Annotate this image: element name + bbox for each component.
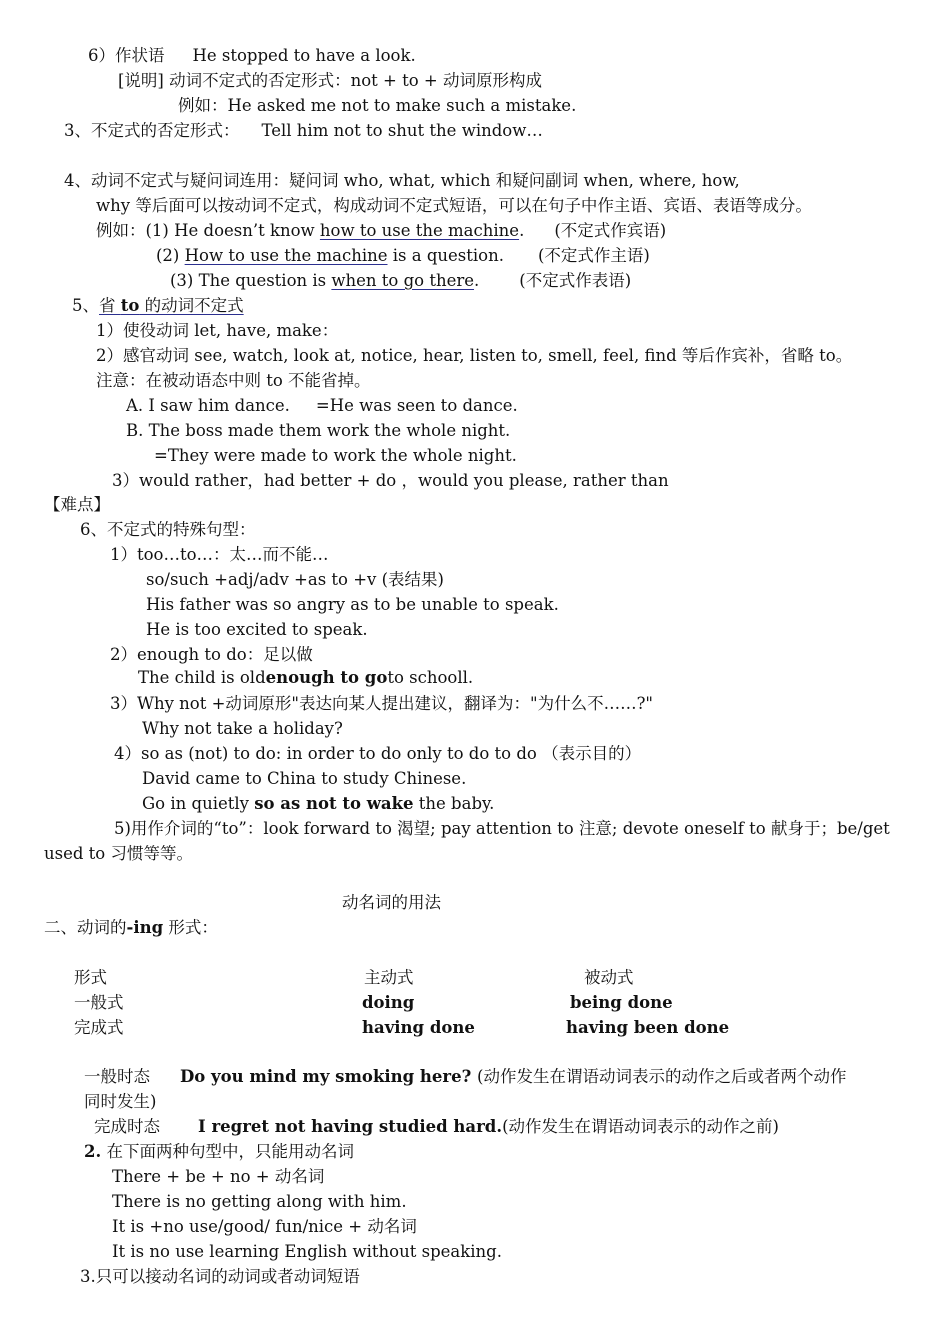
line-why-not: 3）Why not +动词原形"表达向某人提出建议，翻译为："为什么不……?" xyxy=(110,694,654,713)
line-example-learning: It is no use learning English without speaking. xyxy=(112,1242,502,1261)
table-cell: 完成式 xyxy=(74,1018,124,1037)
line-note: [说明] 动词不定式的否定形式：not + to + 动词原形构成 xyxy=(118,71,543,90)
line-perception: 2）感官动词 see, watch, look at, notice, hear, listen to, smell, feel, find 等后作宾补，省略 to。 xyxy=(96,346,853,365)
line-there-be: There + be + no + 动名词 xyxy=(112,1167,325,1186)
line-section-5: 5、省 to 的动词不定式 xyxy=(72,296,244,315)
line-so-such: so/such +adj/adv +as to +v (表结果) xyxy=(146,570,444,589)
section-title-gerund: 动名词的用法 xyxy=(342,893,441,912)
table-cell: doing xyxy=(362,993,415,1012)
line-would-rather: 3）would rather，had better + do ，would you please, rather than xyxy=(112,471,669,490)
line-example-david: David came to China to study Chinese. xyxy=(142,769,467,788)
line-example-excited: He is too excited to speak. xyxy=(146,620,368,639)
line-example-child: The child is oldenough to goto schooll. xyxy=(138,668,474,687)
line-attention: 注意：在被动语态中则 to 不能省掉。 xyxy=(96,371,371,390)
table-cell: 一般式 xyxy=(74,993,124,1012)
line-section-3: 3、不定式的否定形式： Tell him not to shut the window… xyxy=(64,121,543,140)
heading-difficulty: 【难点】 xyxy=(44,495,110,514)
line-preposition-to: 5)用作介词的“to”：look forward to 渴望; pay attention to 注意; devote oneself to 献身于；be/get xyxy=(114,819,890,838)
table-cell: having done xyxy=(362,1018,475,1037)
line-simple-tense-cont: 同时发生) xyxy=(84,1092,157,1111)
line-example: 例如：He asked me not to make such a mistake. xyxy=(178,96,577,115)
line-adverbial: 6）作状语 He stopped to have a look. xyxy=(88,46,416,65)
line-section-6: 6、不定式的特殊句型： xyxy=(80,520,256,539)
table-header-form: 形式 xyxy=(74,968,107,987)
line-example-a: A. I saw him dance. =He was seen to dance. xyxy=(126,396,518,415)
line-example-getting-along: There is no getting along with him. xyxy=(112,1192,407,1211)
line-too-to: 1）too…to…：太…而不能… xyxy=(110,545,329,564)
line-example-1: 例如：(1) He doesn’t know how to use the machine. (不定式作宾语) xyxy=(96,221,667,240)
table-header-passive: 被动式 xyxy=(584,968,634,987)
line-section-4: 4、动词不定式与疑问词连用：疑问词 who, what, which 和疑问副词 when, where, how, xyxy=(64,171,740,190)
table-header-active: 主动式 xyxy=(364,968,414,987)
line-simple-tense: 一般时态 Do you mind my smoking here? (动作发生在谓语动词表示的动作之后或者两个动作 xyxy=(84,1067,847,1086)
line-example-3: (3) The question is when to go there. (不定式作表语) xyxy=(170,271,632,290)
table-cell: being done xyxy=(570,993,673,1012)
line-example-holiday: Why not take a holiday? xyxy=(142,719,343,738)
line-example-b: B. The boss made them work the whole night. xyxy=(126,421,511,440)
line-causative: 1）使役动词 let, have, make： xyxy=(96,321,339,340)
line-example-2: (2) How to use the machine is a question. (不定式作主语) xyxy=(156,246,650,265)
line-preposition-to-cont: used to 习惯等等。 xyxy=(44,844,193,863)
line-section-2: 2. 在下面两种句型中，只能用动名词 xyxy=(84,1142,354,1161)
heading-ing-form: 二、动词的-ing 形式： xyxy=(44,918,218,937)
line-example-quietly: Go in quietly so as not to wake the baby. xyxy=(142,794,495,813)
line-so-as: 4）so as (not) to do: in order to do only to do to do （表示目的） xyxy=(114,744,642,763)
line-section-4-cont: why 等后面可以按动词不定式，构成动词不定式短语，可以在句子中作主语、宾语、表语等成分。 xyxy=(96,196,812,215)
line-perfect-tense: 完成时态 I regret not having studied hard.(动作发生在谓语动词表示的动作之前) xyxy=(94,1117,779,1136)
line-enough-to: 2）enough to do：足以做 xyxy=(110,645,313,664)
table-cell: having been done xyxy=(566,1018,730,1037)
line-it-is-no-use: It is +no use/good/ fun/nice + 动名词 xyxy=(112,1217,417,1236)
line-example-b-passive: =They were made to work the whole night. xyxy=(154,446,517,465)
line-section-3-gerund: 3.只可以接动名词的动词或者动词短语 xyxy=(80,1267,360,1286)
line-example-angry: His father was so angry as to be unable to speak. xyxy=(146,595,559,614)
